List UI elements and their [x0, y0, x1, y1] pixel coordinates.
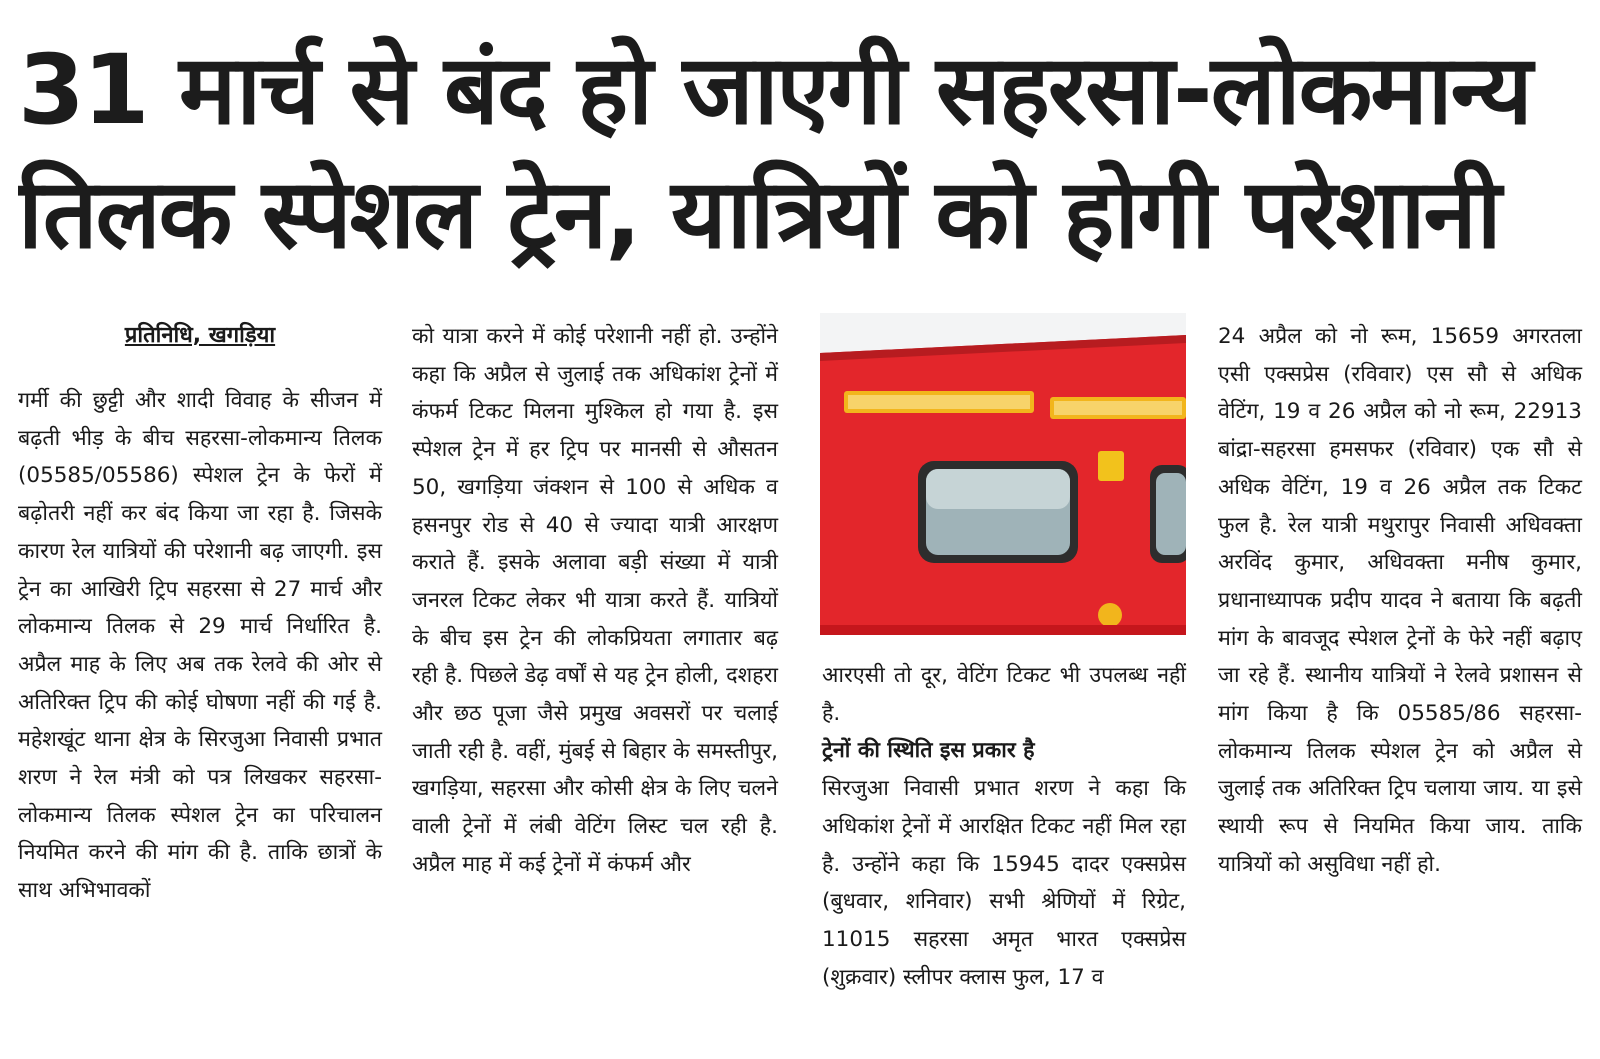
- headline: [18, 28, 1583, 276]
- column-1-text: गर्मी की छुट्टी और शादी विवाह के सीजन में बढ़ती भीड़ के बीच सहरसा-लोकमान्य तिलक (05585/05586) स्पेशल ट्रेन के फेरों में बढ़ोतरी नहीं कर बंद किया जा रहा है. जिसके कारण रेल यात्रियों की परेशानी बढ़ जाएगी. इस ट्रेन का आखिरी ट्रिप सहरसा से 27 मार्च और लोकमान्य तिलक से 29 मार्च निर्धारित है. अप्रैल माह के लिए अब तक रेलवे की ओर से अतिरिक्त ट्रिप की कोई घोषणा नहीं की गई है. महेशखूंट थाना क्षेत्र के सिरजुआ निवासी प्रभात शरण ने रेल मंत्री को पत्र लिखकर सहरसा-लोकमान्य तिलक स्पेशल ट्रेन का परिचालन नियमित करने की मांग की है. ताकि छात्रों के साथ अभिभावकों: [18, 388, 382, 904]
- train-photo: [820, 313, 1186, 635]
- train-coach-image: [820, 313, 1186, 635]
- headline-line-1: 31 मार्च से बंद हो जाएगी सहरसा-लोकमान्य: [18, 34, 1531, 146]
- headline-line-2: तिलक स्पेशल ट्रेन, यात्रियों को होगी परेशानी: [18, 158, 1500, 270]
- byline: प्रतिनिधि, खगड़िया: [124, 323, 276, 348]
- column-4-text: 24 अप्रैल को नो रूम, 15659 अगरतला एसी एक्सप्रेस (रविवार) एस सौ से अधिक वेटिंग, 19 व 26 अप्रैल को नो रूम, 22913 बांद्रा-सहरसा हमसफर (रविवार) एक सौ से अधिक वेटिंग, 19 व 26 अप्रैल तक टिकट फुल है. रेल यात्री मथुरापुर निवासी अधिवक्ता अरविंद कुमार, अधिवक्ता मनीष कुमार, प्रधानाध्यापक प्रदीप यादव ने बताया कि बढ़ती मांग के बावजूद स्पेशल ट्रेनों के फेरे नहीं बढ़ाए जा रहे हैं. स्थानीय यात्रियों ने रेलवे प्रशासन से मांग किया है कि 05585/86 सहरसा-लोकमान्य तिलक स्पेशल ट्रेन को अप्रैल से जुलाई तक अतिरिक्त ट्रिप चलाया जाय. या इसे स्थायी रूप से नियमित किया जाय. ताकि यात्रियों को असुविधा नहीं हो.: [1218, 324, 1582, 877]
- article-column-2: [412, 318, 778, 884]
- subheading: ट्रेनों की स्थिति इस प्रकार है: [822, 738, 1035, 764]
- article-column-4: [1218, 318, 1582, 884]
- column-3-text-top: आरएसी तो दूर, वेटिंग टिकट भी उपलब्ध नहीं है.: [822, 663, 1186, 726]
- column-2-text: को यात्रा करने में कोई परेशानी नहीं हो. उन्होंने कहा कि अप्रैल से जुलाई तक अधिकांश ट्रेनों में कंफर्म टिकट मिलना मुश्किल हो गया है. इस स्पेशल ट्रेन में हर ट्रिप पर मानसी से औसतन 50, खगड़िया जंक्शन से 100 से अधिक व हसनपुर रोड से 40 से ज्यादा यात्री आरक्षण कराते हैं. इसके अलावा बड़ी संख्या में यात्री जनरल टिकट लेकर भी यात्रा करते हैं. यात्रियों के बीच इस ट्रेन की लोकप्रियता लगातार बढ़ रही है. पिछले डेढ़ वर्षों से यह ट्रेन होली, दशहरा और छठ पूजा जैसे प्रमुख अवसरों पर चलाई जाती रही है. वहीं, मुंबई से बिहार के समस्तीपुर, खगड़िया, सहरसा और कोसी क्षेत्र के लिए चलने वाली ट्रेनों में लंबी वेटिंग लिस्ट चल रही है. अप्रैल माह में कई ट्रेनों में कंफर्म और: [412, 324, 778, 877]
- column-3-text-bottom: सिरजुआ निवासी प्रभात शरण ने कहा कि अधिकांश ट्रेनों में आरक्षित टिकट नहीं मिल रहा है. उन्होंने कहा कि 15945 दादर एक्सप्रेस (बुधवार, शनिवार) सभी श्रेणियों में रिग्रेट, 11015 सहरसा अमृत भारत एक्सप्रेस (शुक्रवार) स्लीपर क्लास फुल, 17 व: [822, 776, 1186, 990]
- article-column-1: [18, 318, 382, 910]
- article-column-3: [822, 657, 1186, 996]
